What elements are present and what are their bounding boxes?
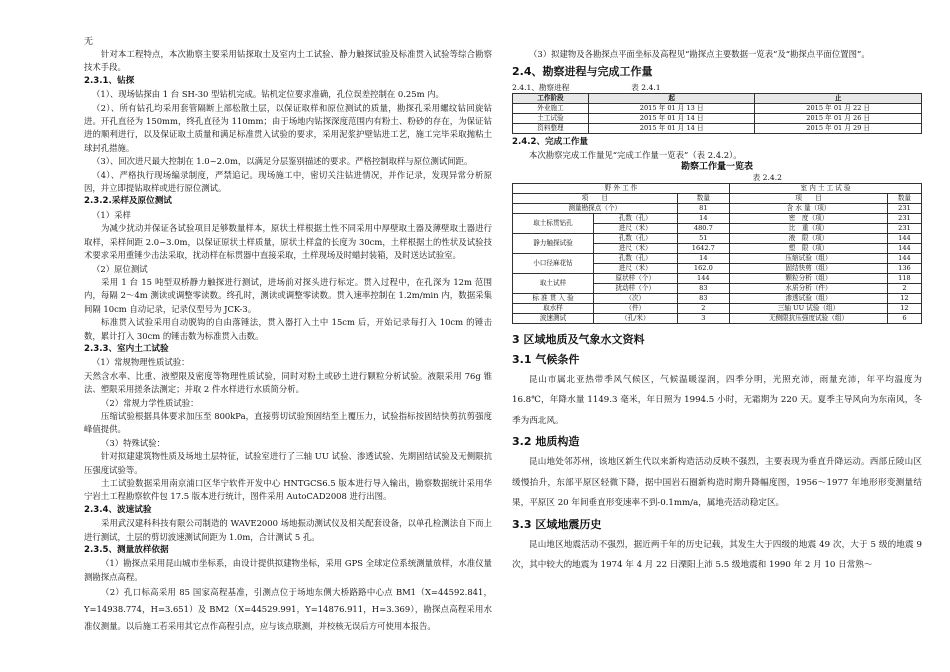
table-cell: 标 准 贯 入 验 xyxy=(513,293,594,303)
table-cell: 14 xyxy=(677,253,730,263)
table-cell: 2015 年 01 月 14 日 xyxy=(588,124,755,134)
earthquake-history-paragraph: 昆山地区地震活动不强烈，据近两千年的历史记载，其发生大于四级的地震 49 次，大于 5 级的地震 9 次，其中较大的地震为 1974 年 4 月 22 日溧阳上沛 5.5 级地震和 1990 年 2 月 10 日常熟～ xyxy=(512,539,922,571)
insitu-subheading: （2）原位测试 xyxy=(92,263,148,274)
table-cell: 1642.7 xyxy=(677,243,730,253)
drilling-item-2: （2）、所有钻孔均采用套管隔断上部松散土层，以保证取样和原位测试的质量，勘探孔采用螺纹钻回旋钻进。开孔直径为 150mm，终孔直径为 110mm；由于场地内钻探深度范围内有粉土、粉砂的存在，为保证钻进的顺利进行，以及保证取土质量和满足标准贯入试验的要求，采用泥浆护壁钻进工艺，施工完毕采取抛粘土球封孔措施。 xyxy=(84,102,492,153)
table-cell: 162.0 xyxy=(677,263,730,273)
cpt-paragraph: 采用 1 台 15 吨型双桥静力触探进行测试，进场前对探头进行标定。贯入过程中，在孔深为 12m 范围内，每隔 2～4m 测读或调整零读数。终孔时，测读或调整零读数。贯入速率控制在 1.2m/min 内，数据采集间隔 10cm 自动记录，记录仪型号为 JCK-3。 xyxy=(84,276,492,314)
coordinates-paragraph: （3）拟建物及各勘探点平面坐标及高程见“勘探点主要数据一览表”及“勘探点平面位置图”。 xyxy=(529,49,870,59)
table-cell: （孔/米） xyxy=(594,313,678,323)
table-cell: 2015 年 01 月 22 日 xyxy=(755,104,922,114)
table1-caption xyxy=(512,82,922,93)
table-cell: 取土标贯钻孔 xyxy=(513,213,594,233)
group-header-field: 野 外 工 作 xyxy=(513,183,730,193)
software-paragraph: 土工试验数据采用南京浦口区华宁软件开发中心 HNTGCS6.5 版本进行导入输出，勘察数据统计采用华宁岩土工程勘察软件包 17.5 版本进行统计，图件采用 AutoCAD2008 进行出图。 xyxy=(84,478,492,502)
survey-paragraph-2: （2）孔口标高采用 85 国家高程基准，引测点位于场地东侧大桥路路中心点 BM1（X=44592.841，Y=14938.774，H=3.651）及 BM2（X=44529.991，Y=14876.911，H=3.369），勘探点高程采用水准仪测量。以后施工若采用其它点作高程引点，应与该点联测，并校核无误后方可使用本报告。 xyxy=(84,587,492,632)
table-cell: 含 水 量（项） xyxy=(730,203,888,213)
special-tests-paragraph: 针对拟建建筑物性质及场地土层特征，试验室进行了三轴 UU 试验、渗透试验、先期固结试验及无侧限抗压强度试验等。 xyxy=(84,451,492,475)
table-row xyxy=(513,313,922,323)
table-cell: 液 限（项） xyxy=(730,233,888,243)
table-cell: 小口径麻花钻 xyxy=(513,253,594,273)
table-cell: 压缩试验（组） xyxy=(730,253,888,263)
intro-paragraph: 针对本工程特点，本次勘察主要采用钻探取土及室内土工试验、静力触探试验及标准贯入试验等综合勘察技术手段。 xyxy=(84,49,492,73)
table-cell: 144 xyxy=(677,273,730,283)
header-item: 项 目 xyxy=(513,193,678,203)
header-quantity: 数量 xyxy=(677,193,730,203)
workload-paragraph: 本次勘察完成工作量见“完成工作量一览表”（表 2.4.2）。 xyxy=(529,149,742,160)
table1-caption-label: 2.4.1、勘察进程 xyxy=(512,83,570,93)
geologic-structure-paragraph: 昆山地处邻苏州，该地区新生代以来新构造活动反映不强烈，主要表现为垂直升降运动。西部丘陵山区缓慢抬升，东部平原区轻微下降，据中国岩石圈新构造时期升降幅度图，1956～1977 年地形形变测量结果，平原区 20 年间垂直形变速率不到-0.1mm/a，属地壳活动稳定区。 xyxy=(512,457,922,509)
drilling-item-4: （4）、严格执行现场编录制度，严禁追记。现场施工中，密切关注钻进情况，并作记录，发现异常分析原因，并立即提钻取样或进行原位测试。 xyxy=(84,169,492,194)
table-cell: 进尺（米） xyxy=(594,223,678,233)
table-cell: 原状样（个） xyxy=(594,273,678,283)
table-row xyxy=(513,124,922,134)
table-row xyxy=(513,233,922,243)
table-header-cell: 起 xyxy=(588,94,755,104)
table-cell: 480.7 xyxy=(677,223,730,233)
table-cell: 孔数（孔） xyxy=(594,233,678,243)
table-cell: 144 xyxy=(887,233,921,243)
table-cell: 231 xyxy=(887,223,921,233)
chapter-heading-regional-geology: 3 区域地质及气象水文资料 xyxy=(512,332,645,346)
table-cell: 83 xyxy=(677,283,730,293)
header-quantity: 数量 xyxy=(887,193,921,203)
table-row xyxy=(513,203,922,213)
table-cell: 12 xyxy=(887,293,921,303)
section-heading-survey: 2.3.5、测量放样依据 xyxy=(84,545,169,556)
table-cell: 136 xyxy=(887,263,921,273)
table-cell: 无侧限抗压强度试验（组） xyxy=(730,313,888,323)
table-cell: 231 xyxy=(887,203,921,213)
table-header-cell: 止 xyxy=(755,94,922,104)
left-column xyxy=(84,48,492,635)
page-header: 无 xyxy=(84,37,94,47)
table-cell: 118 xyxy=(887,273,921,283)
right-column xyxy=(512,48,922,576)
table-cell: 51 xyxy=(677,233,730,243)
table-cell: 12 xyxy=(887,303,921,313)
table-row xyxy=(513,114,922,124)
section-heading-sampling: 2.3.2.采样及原位测试 xyxy=(84,196,172,207)
table-cell: 渗透试验（组） xyxy=(730,293,888,303)
table-header-row xyxy=(513,94,922,104)
special-tests-subheading: （3）特殊试验： xyxy=(101,437,165,448)
table-cell: 2 xyxy=(887,283,921,293)
table-cell: 水质分析（件） xyxy=(730,283,888,293)
section-heading-earthquake-history: 3.3 区域地震历史 xyxy=(512,517,602,531)
table-cell: 14 xyxy=(677,213,730,223)
table-cell: 固结快剪（组） xyxy=(730,263,888,273)
drilling-item-3: （3）、回次进尺最大控制在 1.0~2.0m，以满足分层鉴别描述的要求。严格控制取样与原位测试间距。 xyxy=(92,156,473,167)
table-cell: 扰动样（个） xyxy=(594,283,678,293)
table-cell: 81 xyxy=(677,203,730,213)
header-item: 项 目 xyxy=(730,193,888,203)
table-cell: 土工试验 xyxy=(513,114,589,124)
sampling-subheading: （1）采样 xyxy=(92,209,131,220)
workload-table xyxy=(512,183,922,324)
table-cell: 孔数（孔） xyxy=(594,253,678,263)
table-cell: 外业施工 xyxy=(513,104,589,114)
table-cell: 三轴 UU 试验（组） xyxy=(730,303,888,313)
table-cell: （件） xyxy=(594,303,678,313)
table-cell: 144 xyxy=(887,253,921,263)
climate-paragraph: 昆山市属北亚热带季风气候区，气候温暖湿润，四季分明，光照充沛，雨量充沛，年平均温度为 16.8℃，年降水量 1149.3 毫米，年日照为 1994.5 小时，无霜期为 220 天。夏季主导风向为东南风，冬季为西北风。 xyxy=(512,374,922,426)
table-row xyxy=(513,273,922,283)
table-header-row xyxy=(513,193,922,203)
mechanical-tests-subheading: （2）常规力学性质试验： xyxy=(101,397,199,408)
sampling-paragraph: 为减少扰动并保证各试验项目足够数量样本，原状土样根据土性不同采用中厚壁取土器及薄壁取土器进行取样，采样间距 2.0~3.0m，以保证原状土样质量，原状土样盒的长度为 30cm，土样根据土的性状及试验技术要求采用重锤少击法采取，扰动样在标贯器中直接采取，土样现场及时蜡封装箱，及时送达试验室。 xyxy=(84,223,492,261)
table-cell: 进尺（米） xyxy=(594,243,678,253)
table-cell: 2015 年 01 月 29 日 xyxy=(755,124,922,134)
section-heading-climate: 3.1 气候条件 xyxy=(512,352,580,366)
table-cell: 塑 限（项） xyxy=(730,243,888,253)
table-row xyxy=(513,213,922,223)
table-row xyxy=(513,293,922,303)
section-heading-geologic-structure: 3.2 地质构造 xyxy=(512,435,580,449)
table-cell: 测量勘探点（个） xyxy=(513,203,678,213)
table-row xyxy=(513,104,922,114)
table-cell: 2015 年 01 月 14 日 xyxy=(588,114,755,124)
section-heading-lab-tests: 2.3.3、室内土工试验 xyxy=(84,343,169,354)
table-cell: 比 重（项） xyxy=(730,223,888,233)
survey-paragraph-1: （1）勘探点采用昆山城市坐标系，由设计提供拟建物坐标，采用 GPS 全球定位系统测量放样，水准仪量测勘探点高程。 xyxy=(84,558,492,582)
mechanical-tests-paragraph: 压缩试验根据具体要求加压至 800kPa，直接剪切试验预固结至上覆压力，试验指标按固结快剪抗剪强度峰值提供。 xyxy=(84,410,492,435)
table-cell: 取土试样 xyxy=(513,273,594,293)
group-header-lab: 室 内 土 工 试 验 xyxy=(730,183,922,193)
table-cell: 密 度（项） xyxy=(730,213,888,223)
table-cell: 2 xyxy=(677,303,730,313)
table-row xyxy=(513,253,922,263)
table2-title: 勘察工作量一览表 xyxy=(680,161,753,172)
table-cell: 2015 年 01 月 26 日 xyxy=(755,114,922,124)
section-heading-wave-test: 2.3.4、波速试验 xyxy=(84,504,152,515)
section-heading-progress: 2.4、勘察进程与完成工作量 xyxy=(512,65,653,79)
section-heading-drilling: 2.3.1、钻探 xyxy=(84,75,135,86)
table-cell: 资料整理 xyxy=(513,124,589,134)
table-cell: 231 xyxy=(887,213,921,223)
physical-tests-paragraph: 天然含水率、比重、液塑限及密度等物理性质试验，同时对粉土或砂土进行颗粒分析试验。液限采用 76g 锥法、塑限采用搓条法测定；并取 2 件水样进行水质简分析。 xyxy=(84,370,492,395)
table-cell: 颗粒分析（组） xyxy=(730,273,888,283)
table-cell: 静力触探试验 xyxy=(513,233,594,253)
table-header-cell: 工作阶段 xyxy=(513,94,589,104)
table-row xyxy=(513,303,922,313)
progress-table xyxy=(512,93,922,134)
drilling-item-1: （1）、现场钻探由 1 台 SH-30 型钻机完成。钻机定位要求准确，孔位误差控制在 0.25m 内。 xyxy=(92,89,444,100)
table-header-row xyxy=(513,183,922,193)
physical-tests-subheading: （1）常规物理性质试验： xyxy=(92,357,190,368)
table-cell: 取水样 xyxy=(513,303,594,313)
table-cell: 2015 年 01 月 13 日 xyxy=(588,104,755,114)
table1-number: 表 2.4.1 xyxy=(631,83,661,93)
table-cell: 波速测试 xyxy=(513,313,594,323)
table-cell: 孔数（孔） xyxy=(594,213,678,223)
table-cell: 83 xyxy=(677,293,730,303)
table-cell: 144 xyxy=(887,243,921,253)
table-cell: 3 xyxy=(677,313,730,323)
table-cell: 6 xyxy=(887,313,921,323)
table-cell: （次） xyxy=(594,293,678,303)
table-cell: 进尺（米） xyxy=(594,263,678,273)
spt-paragraph: 标准贯入试验采用自动脱钩的自由落锤法，贯入器打入土中 15cm 后，开始记录每打入 10cm 的锤击数，累计打入 30cm 的锤击数为标准贯入击数。 xyxy=(84,317,492,341)
wave-test-paragraph: 采用武汉建科科技有限公司制造的 WAVE2000 场地振动测试仪及相关配套设备，以单孔检测法自下而上进行测试，土层的剪切波速测试间距为 1.0m，合计测试 5 孔。 xyxy=(84,518,492,542)
section-heading-workload: 2.4.2、完成工作量 xyxy=(512,137,589,148)
table2-number: 表 2.4.2 xyxy=(752,172,782,182)
